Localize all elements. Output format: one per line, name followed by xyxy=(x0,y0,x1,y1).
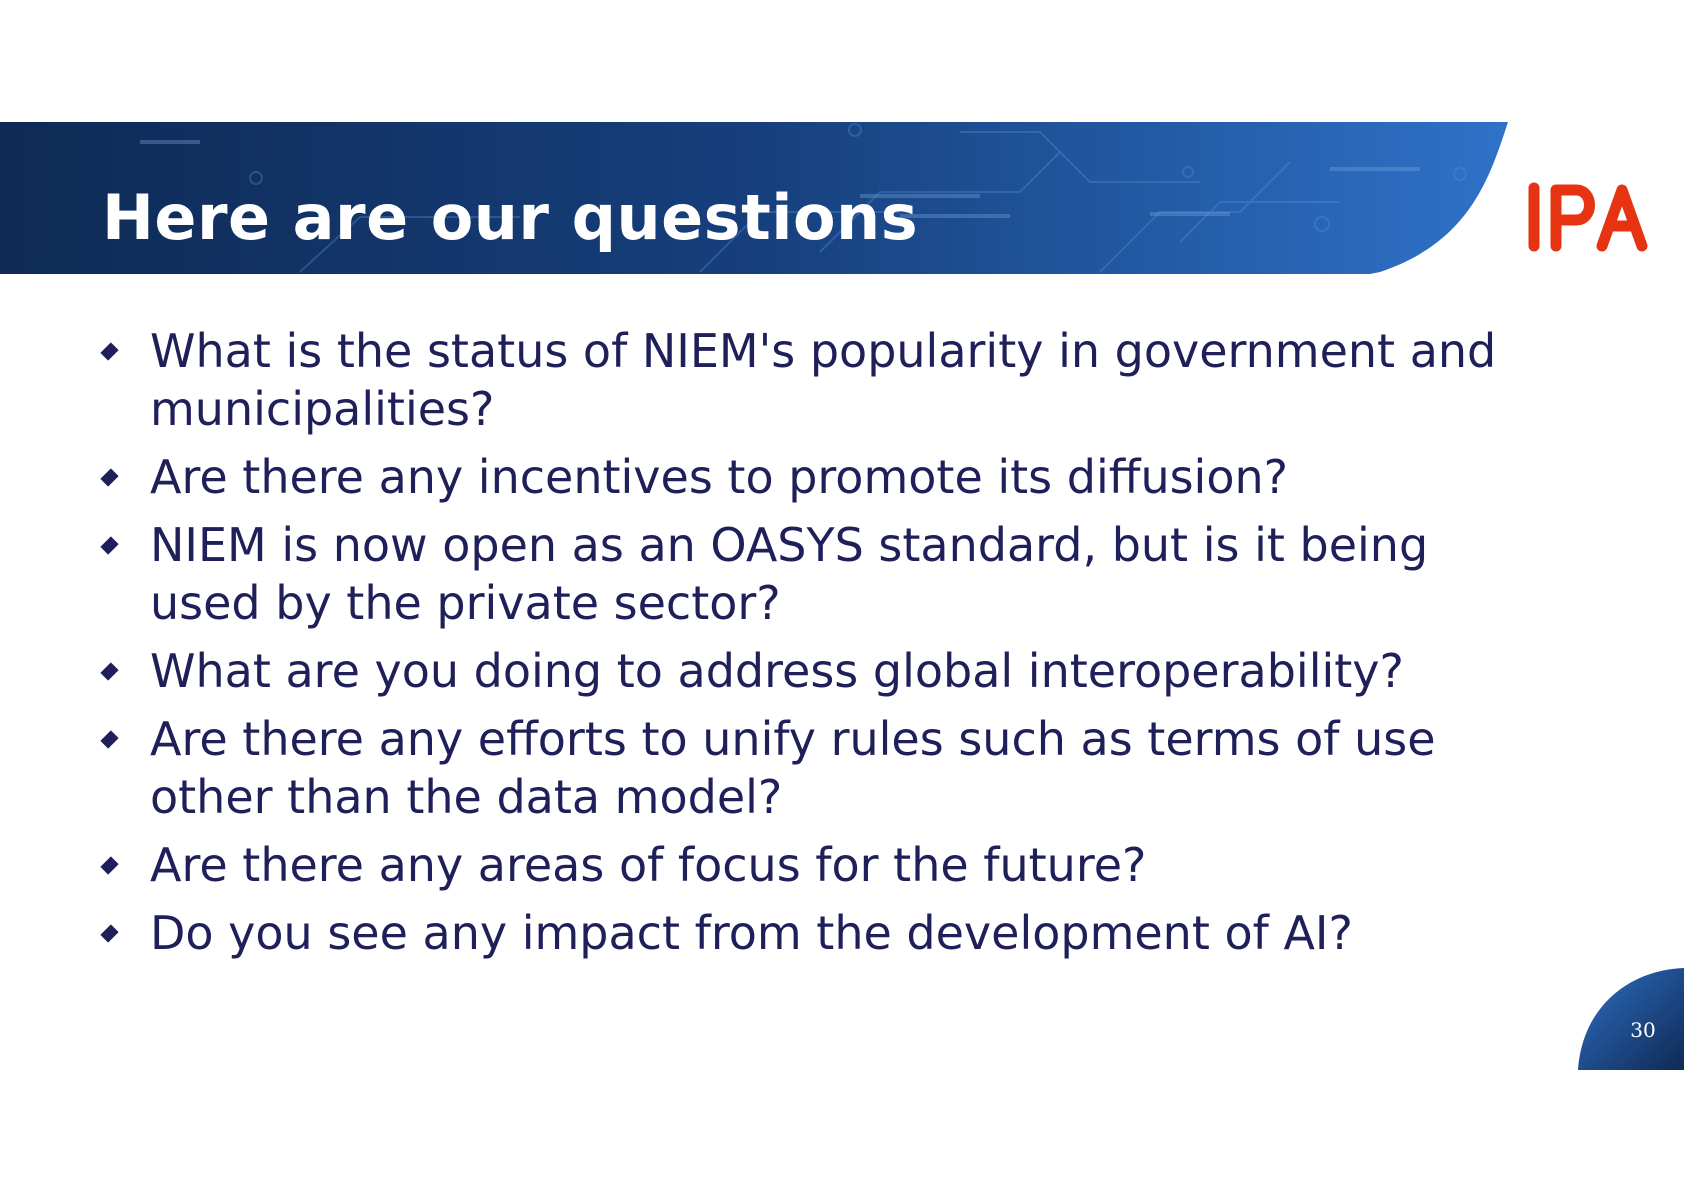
diamond-bullet-icon xyxy=(100,730,118,748)
question-item xyxy=(100,904,1520,962)
question-item xyxy=(100,836,1520,894)
diamond-bullet-icon xyxy=(100,468,118,486)
slide-title: Here are our questions xyxy=(102,181,919,254)
question-text: NIEM is now open as an OASYS standard, but is it being used by the private sector? xyxy=(150,518,1429,630)
diamond-bullet-icon xyxy=(100,536,118,554)
diamond-bullet-icon xyxy=(100,924,118,942)
question-text: Do you see any impact from the development of AI? xyxy=(150,906,1353,960)
question-item xyxy=(100,322,1520,438)
question-text: What is the status of NIEM's popularity in government and municipalities? xyxy=(150,324,1497,436)
ipa-logo xyxy=(1526,182,1648,252)
question-list xyxy=(100,322,1520,972)
question-item xyxy=(100,448,1520,506)
diamond-bullet-icon xyxy=(100,856,118,874)
question-text: Are there any incentives to promote its diffusion? xyxy=(150,450,1289,504)
question-text: Are there any efforts to unify rules such as terms of use other than the data model? xyxy=(150,712,1436,824)
diamond-bullet-icon xyxy=(100,662,118,680)
page-number: 30 xyxy=(1630,1018,1656,1042)
question-item xyxy=(100,642,1520,700)
diamond-bullet-icon xyxy=(100,342,118,360)
question-item xyxy=(100,710,1520,826)
question-text: What are you doing to address global interoperability? xyxy=(150,644,1404,698)
question-text: Are there any areas of focus for the future? xyxy=(150,838,1147,892)
question-item xyxy=(100,516,1520,632)
